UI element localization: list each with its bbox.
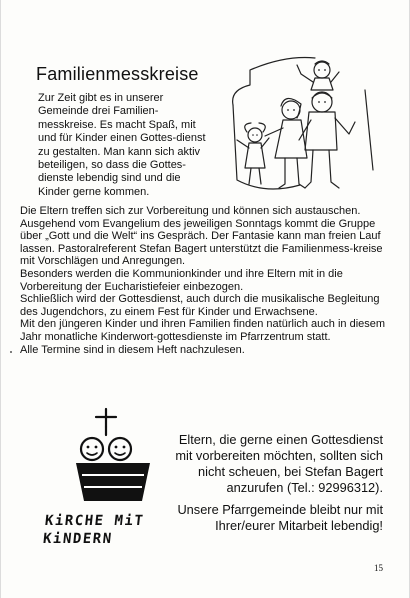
body-paragraph-4: Mit den jüngeren Kinder und ihren Familien finden natürlich auch in diesem Jahr monatliche Kinderwort-gottesdienste im Pfarrzentrum statt. [20,318,386,343]
stray-dot [10,351,12,353]
logo-line-2: KiNDERN [42,531,114,547]
callout-text-1: Eltern, die gerne einen Gottesdienst mit vorbereiten möchten, sollten sich nicht scheuen, bei Stefan Bagert anzurufen (Tel.: 92996312). [175,432,383,495]
intro-text: Zur Zeit gibt es in unserer Gemeinde drei Familien-messkreise. Es macht Spaß, mit und für Kinder einen Gottes-dienst zu gestalten. Man kann sich aktiv beteiligen, so dass die Gottes-dienste lebendig sind und die Kinder gerne kommen. [38,92,206,198]
logo-line-1: KiRCHE MiT [44,513,146,529]
intro-paragraph [38,92,208,199]
article-body [20,205,386,356]
kirche-mit-kindern-logo [72,405,158,507]
body-paragraph-1: Die Eltern treffen sich zur Vorbereitung und können sich austauschen. Ausgehend vom Evangelium des jeweiligen Sonntags kommt die Gruppe über „Gott und die Welt“ ins Gespräch. Der Fantasie kann man freien Lauf lassen. Pastoralreferent Stefan Bagert unterstützt die Familienmess-kreise mit Vorschlägen und Anregungen. [20,205,383,268]
body-paragraph-2: Besonders werden die Kommunionkinder und ihre Eltern mit in die Vorbereitung der Eucharistiefeier einbezogen. [20,267,343,293]
body-paragraph-5: Alle Termine sind in diesem Heft nachzulesen. [20,343,245,356]
contact-callout [165,432,383,534]
page-number: 15 [374,563,383,573]
left-page-edge [0,0,1,598]
body-paragraph-3: Schließlich wird der Gottesdienst, auch durch die musikalische Begleitung des Jugendchors, zu einem Fest für Kinder und Erwachsene. [20,293,380,318]
family-illustration [225,50,380,200]
callout-text-2: Unsere Pfarrgemeinde bleibt nur mit Ihrer/eurer Mitarbeit lebendig! [177,502,383,533]
article-title: Familienmesskreise [36,64,199,84]
